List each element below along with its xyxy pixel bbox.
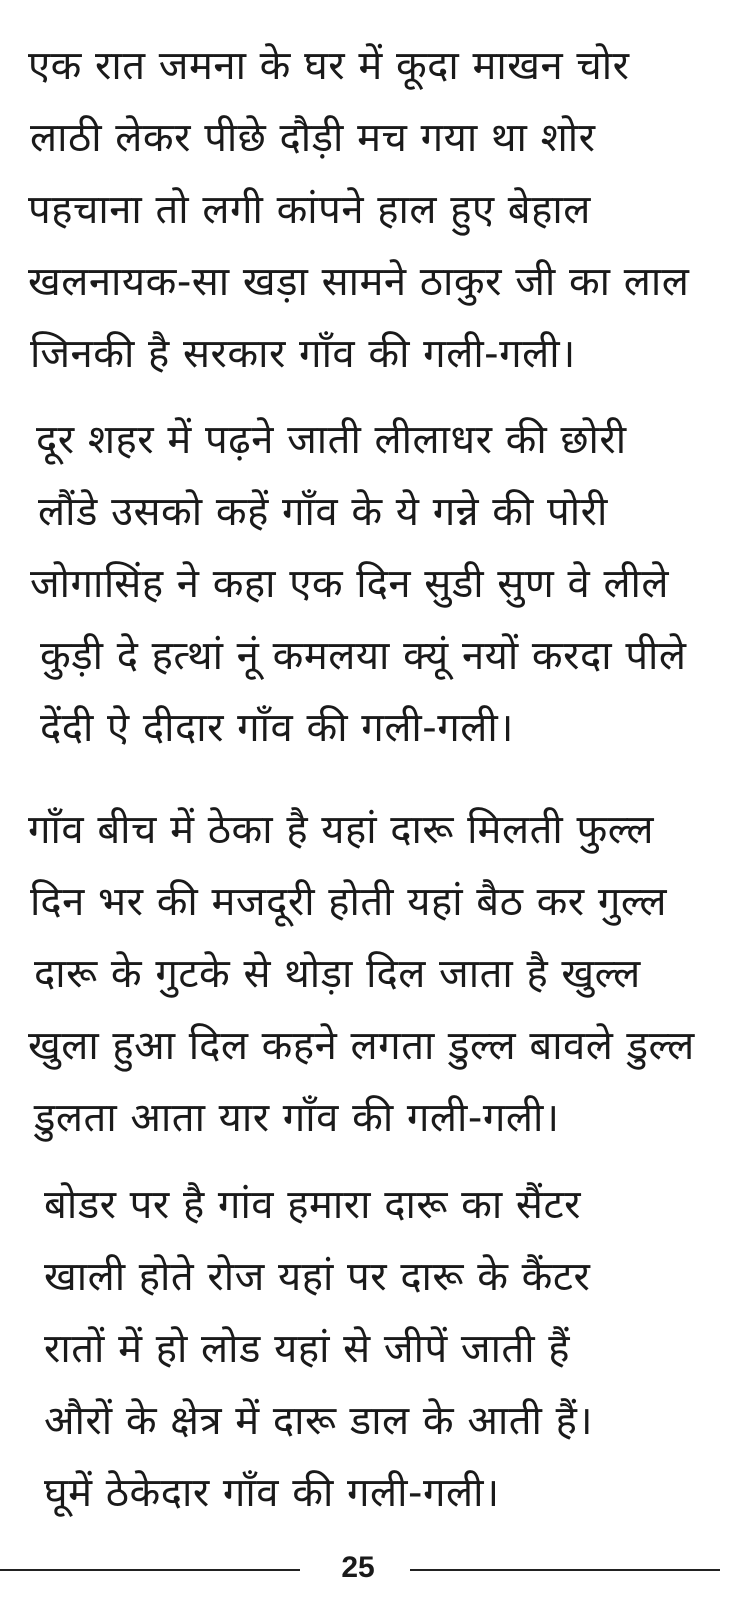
poem-line: जिनकी है सरकार गाँव की गली-गली।	[30, 331, 576, 377]
poem-line: गाँव बीच में ठेका है यहां दारू मिलती फुल्ल	[28, 807, 654, 853]
page-footer	[0, 1548, 736, 1588]
poem-line: एक रात जमना के घर में कूदा माखन चोर	[28, 43, 630, 89]
page-number: 25	[341, 1551, 375, 1584]
poem-line: लाठी लेकर पीछे दौड़ी मच गया था शोर	[30, 115, 596, 161]
poem-line: देंदी ऐ दीदार गाँव की गली-गली।	[40, 705, 514, 751]
poem-line: औरों के क्षेत्र में दारू डाल के आती हैं।	[44, 1398, 593, 1444]
poem-line: खुला हुआ दिल कहने लगता डुल्ल बावले डुल्ल	[28, 1023, 695, 1069]
poem-line: दारू के गुटके से थोड़ा दिल जाता है खुल्ल	[34, 951, 641, 997]
poem-line: घूमें ठेकेदार गाँव की गली-गली।	[44, 1470, 500, 1516]
poem-line: डुलता आता यार गाँव की गली-गली।	[34, 1095, 560, 1141]
poem-line: रातों में हो लोड यहां से जीपें जाती हैं	[44, 1326, 571, 1372]
poem-line: लौंडे उसको कहें गाँव के ये गन्ने की पोरी	[38, 489, 608, 535]
poem-line: बोडर पर है गांव हमारा दारू का सैंटर	[44, 1182, 581, 1228]
poem-line: खलनायक-सा खड़ा सामने ठाकुर जी का लाल	[28, 259, 690, 305]
poem-line: दूर शहर में पढ़ने जाती लीलाधर की छोरी	[36, 417, 627, 463]
poem-line: जोगासिंह ने कहा एक दिन सुडी सुण वे लीले	[30, 561, 670, 607]
poem-line: खाली होते रोज यहां पर दारू के कैंटर	[44, 1254, 591, 1300]
poem-line: कुड़ी दे हत्थां नूं कमलया क्यूं नयों करदा पीले	[40, 633, 687, 679]
poem-line: पहचाना तो लगी कांपने हाल हुए बेहाल	[28, 187, 591, 233]
poem-line: दिन भर की मजदूरी होती यहां बैठ कर गुल्ल	[30, 879, 668, 925]
footer-rule-left	[0, 1569, 300, 1571]
footer-rule-right	[410, 1569, 720, 1571]
